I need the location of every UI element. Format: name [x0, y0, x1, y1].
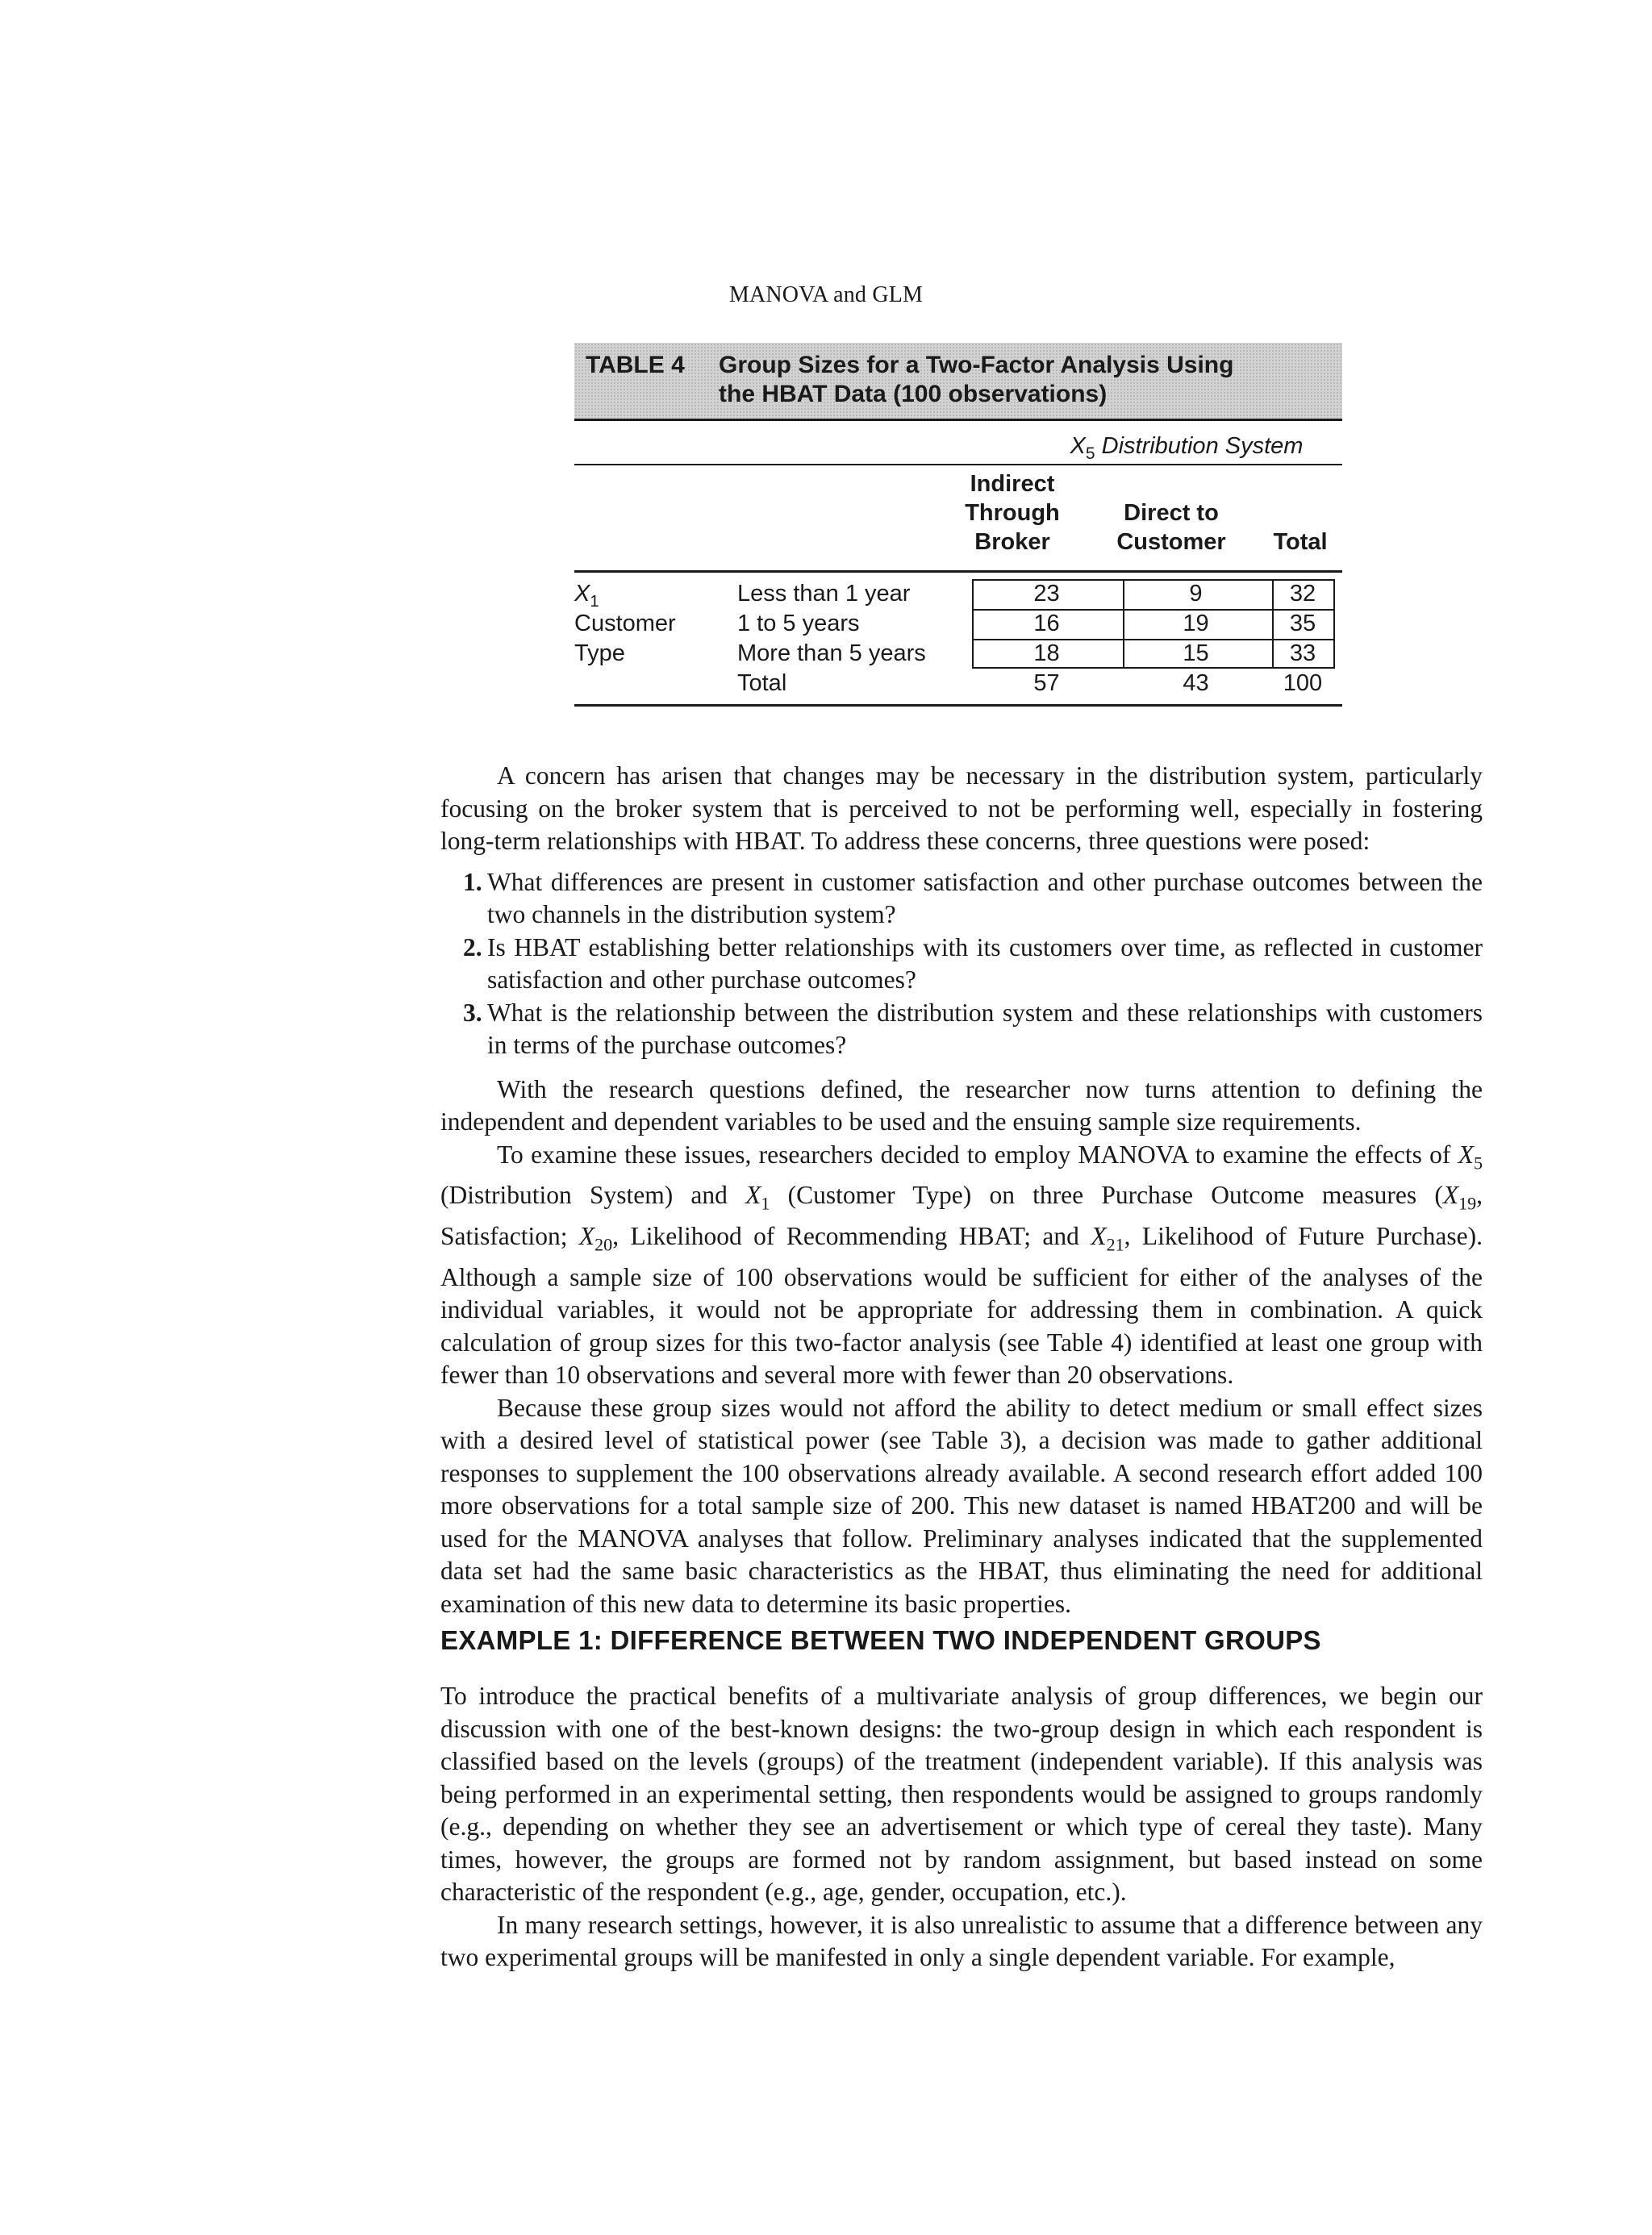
- cell-r2-c3: 35: [1289, 611, 1316, 636]
- list-item: 1. What differences are present in customer satisfaction and other purchase outcomes between the two channels in the distribution system?: [463, 867, 1483, 928]
- group-sizes-table: [574, 343, 1342, 696]
- distribution-system-header: $X_5$ Distribution System: [1070, 433, 1304, 463]
- row-label-less-than-1: Less than 1 year: [737, 581, 911, 607]
- body-section-1: [440, 760, 1483, 1620]
- col-header-direct-customer: Direct to Customer: [1116, 500, 1226, 555]
- body-section-2: [440, 1680, 1483, 1974]
- table-caption: [574, 343, 1342, 419]
- system-header-rule: [574, 464, 1342, 465]
- paragraph-examine-issues: To examine these issues, researchers decided to employ MANOVA to examine the effects of $X_5$ (Distribution System) and $X_1$ (Customer Type) on three Purchase Outcome measures ($X_{19}$, Satisfaction; $X_{20}$, Likelihood of Recommending HBAT; and $X_{21}$, Likelihood of Future Purchase). Although a sample size of 100 observations would be sufficient for either of the analyses of the individual variables, it would not be appropriate for addressing them in combination. A quick calculation of group sizes for this two-factor analysis (see Table 4) identified at least one group with fewer than 10 observations and several more with fewer than 20 observations.: [440, 1140, 1483, 1390]
- table-bottom-rule: [574, 704, 1342, 707]
- cell-r1-c3: 32: [1289, 581, 1316, 607]
- paragraph-two-group-design: To introduce the practical benefits of a multivariate analysis of group differences, we begin our discussion with one of the best-known designs: the two-group design in which each respondent is classified based on the levels (groups) of the treatment (independent variable). If this analysis was being performed in an experimental setting, then respondents would be assigned to groups randomly (e.g., depending on whether they see an advertisement or which type of cereal they taste). Many times, however, the groups are formed not by random assignment, but based instead on some characteristic of the respondent (e.g., age, gender, occupation, etc.).: [440, 1682, 1483, 1906]
- cell-r2-c1: 16: [1033, 611, 1060, 636]
- section-heading: EXAMPLE 1: DIFFERENCE BETWEEN TWO INDEPENDENT GROUPS: [440, 1625, 1321, 1655]
- cell-r3-c2: 15: [1183, 640, 1209, 666]
- caption-rule: [574, 419, 1342, 421]
- cell-r3-c1: 18: [1033, 640, 1060, 666]
- row-factor-label: $X_1$: [574, 581, 599, 611]
- cell-total-c2: 43: [1183, 670, 1209, 696]
- cell-r1-c2: 9: [1189, 581, 1203, 607]
- paragraph-concern: A concern has arisen that changes may be necessary in the distribution system, particularly focusing on the broker system that is perceived to not be performing well, especially in fostering long-term relationships with HBAT. To address these concerns, three questions were posed:: [440, 761, 1483, 855]
- col-header-indirect-broker: Indirect Through Broker: [965, 471, 1060, 555]
- paragraph-research-questions: With the research questions defined, the researcher now turns attention to defining the independent and dependent variables to be used and the ensuing sample size requirements.: [440, 1074, 1483, 1136]
- list-item: 3. What is the relationship between the distribution system and these relationships with customers in terms of the purchase outcomes?: [463, 998, 1483, 1059]
- paragraph-research-settings: In many research settings, however, it is also unrealistic to assume that a difference between any two experimental groups will be manifested in only a single dependent variable. For example,: [440, 1910, 1483, 1971]
- cell-r1-c1: 23: [1033, 581, 1060, 607]
- row-factor-customer: Customer: [574, 611, 676, 636]
- table-label: TABLE 4: [586, 352, 685, 378]
- running-header: MANOVA and GLM: [728, 282, 924, 307]
- cell-total-c3: 100: [1283, 670, 1323, 696]
- row-factor-type: Type: [574, 640, 625, 666]
- cell-r3-c3: 33: [1289, 640, 1316, 666]
- row-label-total: Total: [737, 670, 787, 696]
- research-questions-list: [440, 866, 1483, 1062]
- cell-r2-c2: 19: [1183, 611, 1209, 636]
- col-header-total: Total: [1273, 529, 1328, 555]
- table-title: Group Sizes for a Two-Factor Analysis Using the HBAT Data (100 observations): [719, 352, 1234, 407]
- list-item: 2. Is HBAT establishing better relationships with its customers over time, as reflected in customer satisfaction and other purchase outcomes?: [463, 932, 1483, 994]
- row-label-1-to-5: 1 to 5 years: [737, 611, 860, 636]
- row-label-more-than-5: More than 5 years: [737, 640, 926, 666]
- paragraph-group-sizes: Because these group sizes would not afford the ability to detect medium or small effect sizes with a desired level of statistical power (see Table 3), a decision was made to gather additional responses to supplement the 100 observations already available. A second research effort added 100 more observations for a total sample size of 200. This new dataset is named HBAT200 and will be used for the MANOVA analyses that follow. Preliminary analyses indicated that the supplemented data set had the same basic characteristics as the HBAT, thus eliminating the need for additional examination of this new data to determine its basic properties.: [440, 1393, 1483, 1618]
- header-rule: [574, 570, 1342, 573]
- cell-total-c1: 57: [1033, 670, 1060, 696]
